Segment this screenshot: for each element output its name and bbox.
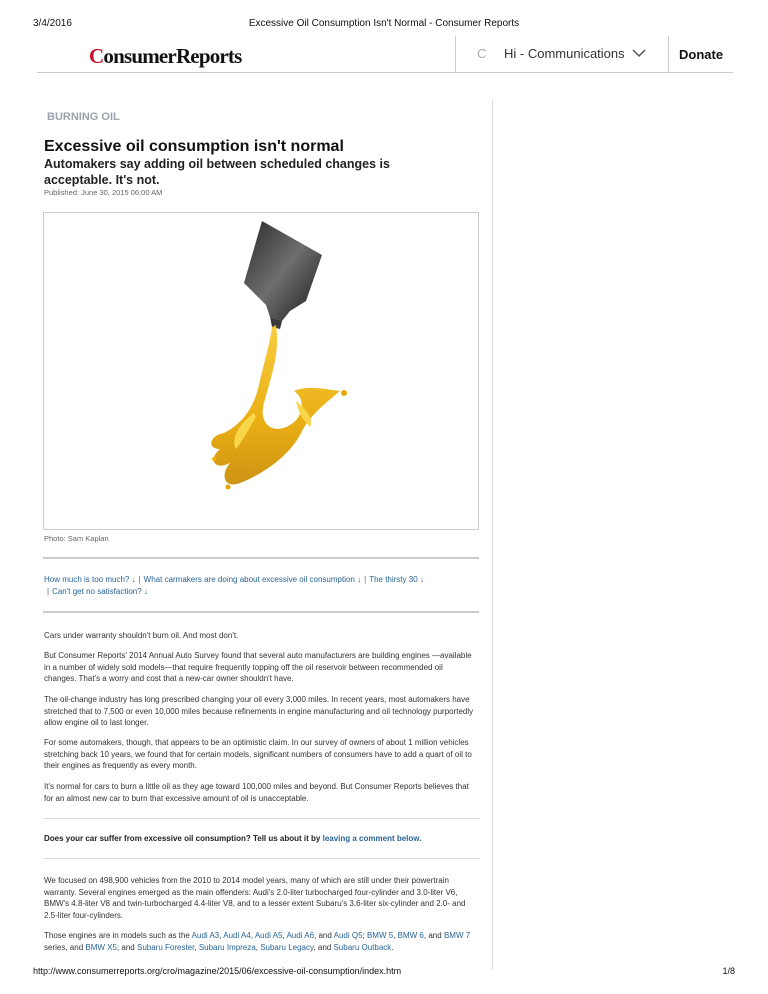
model-link[interactable]: BMW X5 <box>85 942 117 952</box>
header-divider <box>668 36 669 73</box>
model-link[interactable]: Audi A3 <box>191 931 220 940</box>
print-page-number: 1/8 <box>722 966 735 976</box>
model-link[interactable]: Audi A5 <box>254 931 283 940</box>
paragraph: The oil-change industry has long prescribed changing your oil every 3,000 miles. In recent years, most automakers have stretched that to 7,500 or even 10,000 miles because refinements in engine manufacturing and oil technology purportedly allow engine oil to last longer. <box>44 695 474 727</box>
jump-link[interactable]: Can't get no satisfaction? ↓ <box>52 587 148 596</box>
oil-pour-illustration <box>44 213 479 530</box>
article-kicker[interactable]: BURNING OIL <box>47 111 120 123</box>
paragraph: But Consumer Reports' 2014 Annual Auto Survey found that several auto manufacturers are building engines —available in a number of widely sold models—that require frequently topping off the oil reservoir between recommended oil changes. That's a worry and cost that a new-car owner shouldn't have. <box>44 651 472 683</box>
leave-comment-link[interactable]: leaving a comment below. <box>322 834 422 843</box>
model-link[interactable]: BMW 7 <box>443 931 471 940</box>
consumer-reports-logo[interactable]: ConsumerReports <box>89 44 242 68</box>
paragraph: For some automakers, though, that appears to be an optimistic claim. In our survey of owners of about 1 million vehicles stretching back 10 years, we found that for certain models, significant numbers of consumers have to add a quart of oil to their engines as frequently as every month. <box>44 738 472 770</box>
site-header <box>37 36 733 73</box>
jump-links: How much is too much? ↓ | What carmakers are doing about excessive oil consumption ↓ | The thirsty 30 ↓ | Can't get no satisfaction? ↓ <box>44 575 424 596</box>
article-subtitle: Automakers say adding oil between scheduled changes is acceptable. It's not. <box>44 157 390 187</box>
print-url: http://www.consumerreports.org/cro/magazine/2015/06/excessive-oil-consumption/index.htm <box>33 966 402 976</box>
paragraph: Cars under warranty shouldn't burn oil. And most don't. <box>44 631 239 640</box>
article-column <box>37 100 493 970</box>
paragraph-models: Those engines are in models such as the Audi A3, Audi A4, Audi A5, Audi A6, and Audi Q5; BMW 5, BMW 6, and BMW 7 series, and BMW X5; and Subaru Forester, Subaru Impreza, Subaru Legacy, and Subaru Outback. <box>44 931 471 952</box>
print-title: Excessive Oil Consumption Isn't Normal - Consumer Reports <box>248 18 520 29</box>
published-date: Published: June 30, 2015 06:00 AM <box>44 188 163 197</box>
account-menu-label[interactable]: Hi - Communications <box>504 46 625 61</box>
model-link[interactable]: Audi A4 <box>223 931 251 940</box>
article-photo <box>43 212 479 530</box>
divider <box>43 818 479 819</box>
print-date: 3/4/2016 <box>33 18 72 29</box>
model-link[interactable]: BMW 6 <box>397 931 424 940</box>
paragraph: It's normal for cars to burn a little oil as they age toward 100,000 miles and beyond. But Consumer Reports believes that for an almost new car to burn that excessive amount of oil is unacceptable. <box>44 782 469 803</box>
model-link[interactable]: BMW 5 <box>366 931 394 940</box>
header-divider <box>455 36 456 73</box>
divider <box>43 557 479 559</box>
divider <box>43 611 479 613</box>
oil-splash <box>211 325 347 490</box>
jump-link[interactable]: How much is too much? ↓ <box>44 575 136 584</box>
oil-bottle <box>244 221 322 329</box>
model-link[interactable]: Audi A6 <box>286 931 315 940</box>
jump-link[interactable]: The thirsty 30 ↓ <box>369 575 424 584</box>
divider <box>43 858 479 859</box>
model-link[interactable]: Subaru Legacy <box>260 942 314 952</box>
chevron-down-icon[interactable] <box>632 48 646 58</box>
paragraph: We focused on 498,900 vehicles from the 2010 to 2014 model years, many of which are still under their powertrain warranty. Several engines emerged as the main offenders: Audi's 2.0-liter turbocharged four-cylinder and 3.0-liter V6, BMW's 4.8-liter V8 and twin-turbocharged 4.4-liter V8, and to a lesser extent Subaru's 3.6-liter six-cylinder and 2.0- and 2.5-liter four-cylinders. <box>44 876 466 920</box>
jump-link[interactable]: What carmakers are doing about excessive oil consumption ↓ <box>143 575 362 584</box>
photo-credit: Photo: Sam Kaplan <box>44 534 109 543</box>
model-link[interactable]: Subaru Impreza <box>198 942 256 952</box>
account-initial: C <box>477 46 487 61</box>
article-title: Excessive oil consumption isn't normal <box>44 138 344 155</box>
model-link[interactable]: Subaru Forester <box>136 942 195 952</box>
donate-button[interactable]: Donate <box>679 47 724 62</box>
model-link[interactable]: Subaru Outback <box>333 942 392 952</box>
model-link[interactable]: Audi Q5 <box>333 931 363 940</box>
comment-callout: Does your car suffer from excessive oil consumption? Tell us about it by leaving a comment below. <box>44 834 422 843</box>
